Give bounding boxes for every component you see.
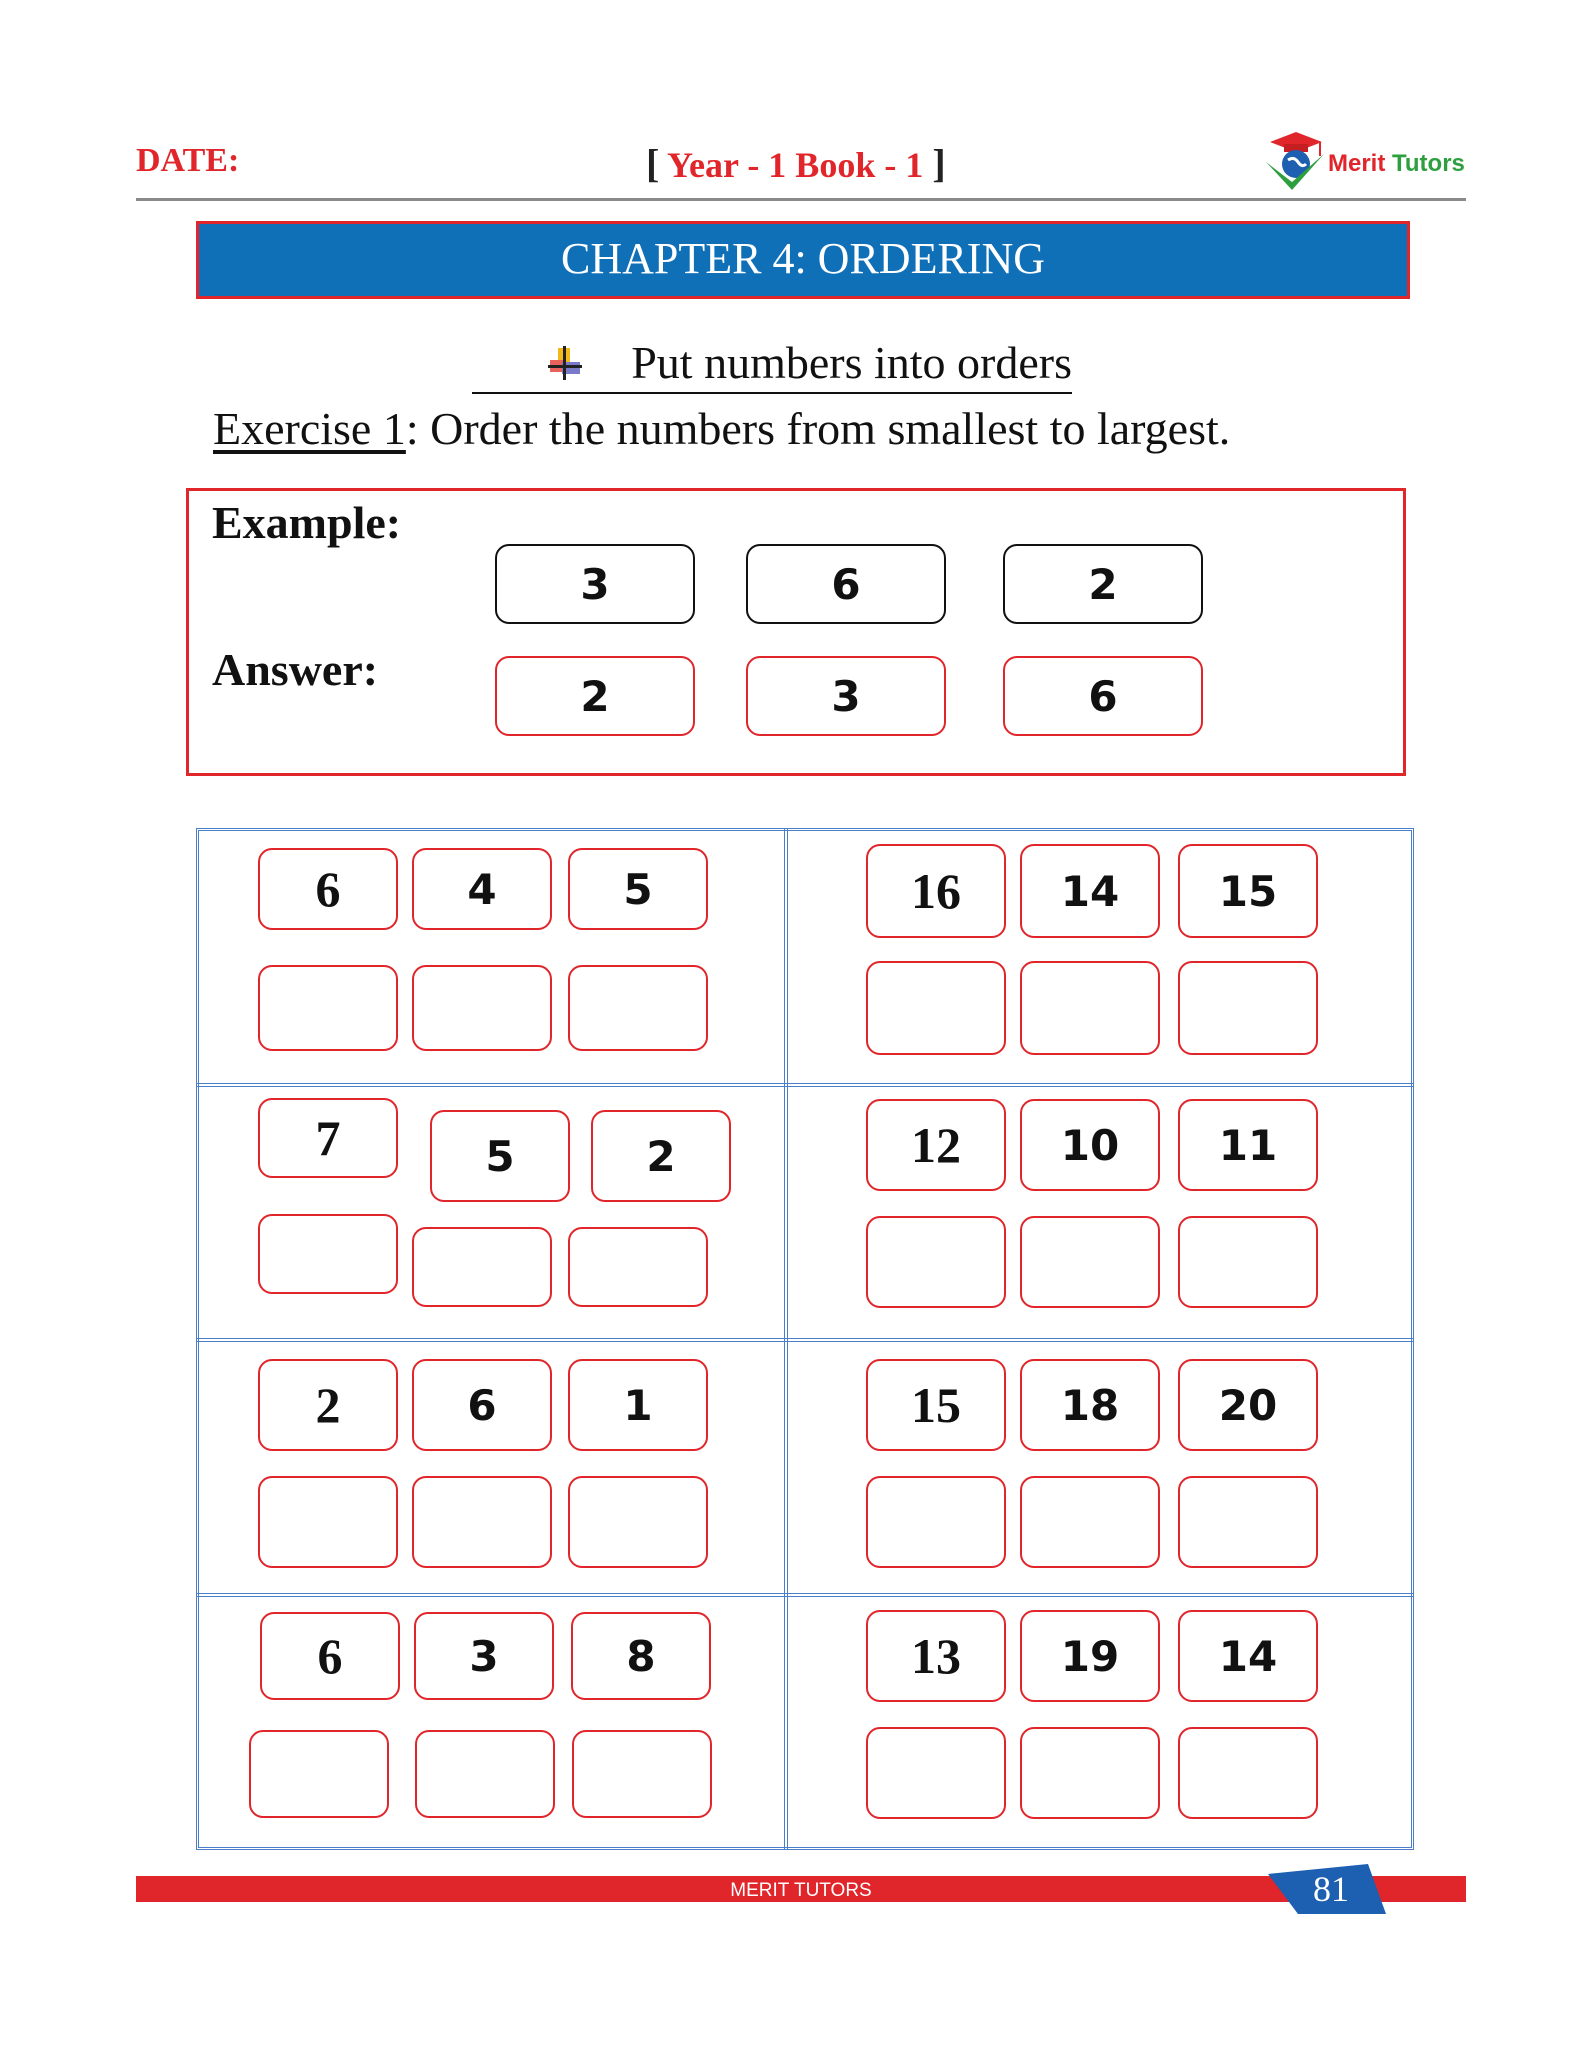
answer-input-box[interactable] [866, 1727, 1006, 1819]
answer-input-box[interactable] [1020, 1727, 1160, 1819]
header-divider [136, 198, 1466, 201]
answer-input-box[interactable] [568, 1476, 708, 1568]
answer-input-box[interactable] [1020, 1216, 1160, 1308]
problem-number-box: 7 [258, 1098, 398, 1178]
grid-row-divider [196, 1083, 1414, 1087]
example-answer-box: 3 [746, 656, 946, 736]
problem-number-box: 15 [1178, 844, 1318, 938]
exercise-instruction [213, 400, 1230, 458]
section-subtitle: Put numbers into orders [472, 334, 1072, 394]
book-title-text: Year - 1 Book - 1 [667, 145, 924, 185]
answer-input-box[interactable] [412, 1227, 552, 1307]
problem-number-box: 14 [1020, 844, 1160, 938]
example-number-box: 6 [746, 544, 946, 624]
problem-number-box: 6 [412, 1359, 552, 1451]
grid-row-divider [196, 1593, 1414, 1597]
problem-number-box: 15 [866, 1359, 1006, 1451]
chapter-banner: CHAPTER 4: ORDERING [196, 221, 1410, 299]
exercise-text: : Order the numbers from smallest to largest. [405, 403, 1231, 454]
answer-input-box[interactable] [412, 965, 552, 1051]
problem-number-box: 11 [1178, 1099, 1318, 1191]
problem-number-box: 5 [430, 1110, 570, 1202]
logo-word-tutors: Tutors [1392, 150, 1465, 177]
example-answer-box: 2 [495, 656, 695, 736]
answer-input-box[interactable] [1178, 1216, 1318, 1308]
problem-number-box: 2 [591, 1110, 731, 1202]
logo-text [1328, 150, 1465, 178]
answer-input-box[interactable] [412, 1476, 552, 1568]
grid-row-divider [196, 1338, 1414, 1342]
problem-number-box: 1 [568, 1359, 708, 1451]
problem-number-box: 13 [866, 1610, 1006, 1702]
date-label: DATE: [136, 142, 240, 179]
problem-number-box: 4 [412, 848, 552, 930]
problem-number-box: 16 [866, 844, 1006, 938]
problem-number-box: 6 [260, 1612, 400, 1700]
answer-input-box[interactable] [249, 1730, 389, 1818]
book-title-close-bracket: ] [932, 141, 946, 186]
example-answer-box: 6 [1003, 656, 1203, 736]
problem-number-box: 2 [258, 1359, 398, 1451]
problem-number-box: 3 [414, 1612, 554, 1700]
answer-input-box[interactable] [1020, 1476, 1160, 1568]
footer-text: MERIT TUTORS [730, 1880, 872, 1901]
problem-number-box: 8 [571, 1612, 711, 1700]
book-title [646, 140, 946, 187]
answer-input-box[interactable] [866, 961, 1006, 1055]
answer-input-box[interactable] [415, 1730, 555, 1818]
problem-number-box: 18 [1020, 1359, 1160, 1451]
page-number: 81 [1313, 1869, 1349, 1909]
answer-input-box[interactable] [866, 1216, 1006, 1308]
answer-input-box[interactable] [1178, 1727, 1318, 1819]
problem-number-box: 14 [1178, 1610, 1318, 1702]
problem-number-box: 6 [258, 848, 398, 930]
book-title-open-bracket: [ [646, 141, 660, 186]
answer-input-box[interactable] [1178, 1476, 1318, 1568]
answer-input-box[interactable] [568, 965, 708, 1051]
answer-input-box[interactable] [258, 1214, 398, 1294]
problem-number-box: 5 [568, 848, 708, 930]
example-number-box: 3 [495, 544, 695, 624]
answer-input-box[interactable] [572, 1730, 712, 1818]
example-number-box: 2 [1003, 544, 1203, 624]
merit-tutors-logo [1262, 126, 1472, 198]
exercise-label: Exercise 1 [213, 403, 406, 454]
problem-number-box: 20 [1178, 1359, 1318, 1451]
answer-input-box[interactable] [866, 1476, 1006, 1568]
problem-number-box: 12 [866, 1099, 1006, 1191]
answer-input-box[interactable] [258, 1476, 398, 1568]
answer-input-box[interactable] [568, 1227, 708, 1307]
graduation-globe-icon [1262, 126, 1328, 198]
problem-number-box: 19 [1020, 1610, 1160, 1702]
answer-heading: Answer: [212, 644, 379, 695]
answer-input-box[interactable] [258, 965, 398, 1051]
answer-input-box[interactable] [1020, 961, 1160, 1055]
problem-number-box: 10 [1020, 1099, 1160, 1191]
example-heading: Example: [212, 497, 402, 548]
answer-input-box[interactable] [1178, 961, 1318, 1055]
logo-word-merit: Merit [1328, 150, 1386, 177]
